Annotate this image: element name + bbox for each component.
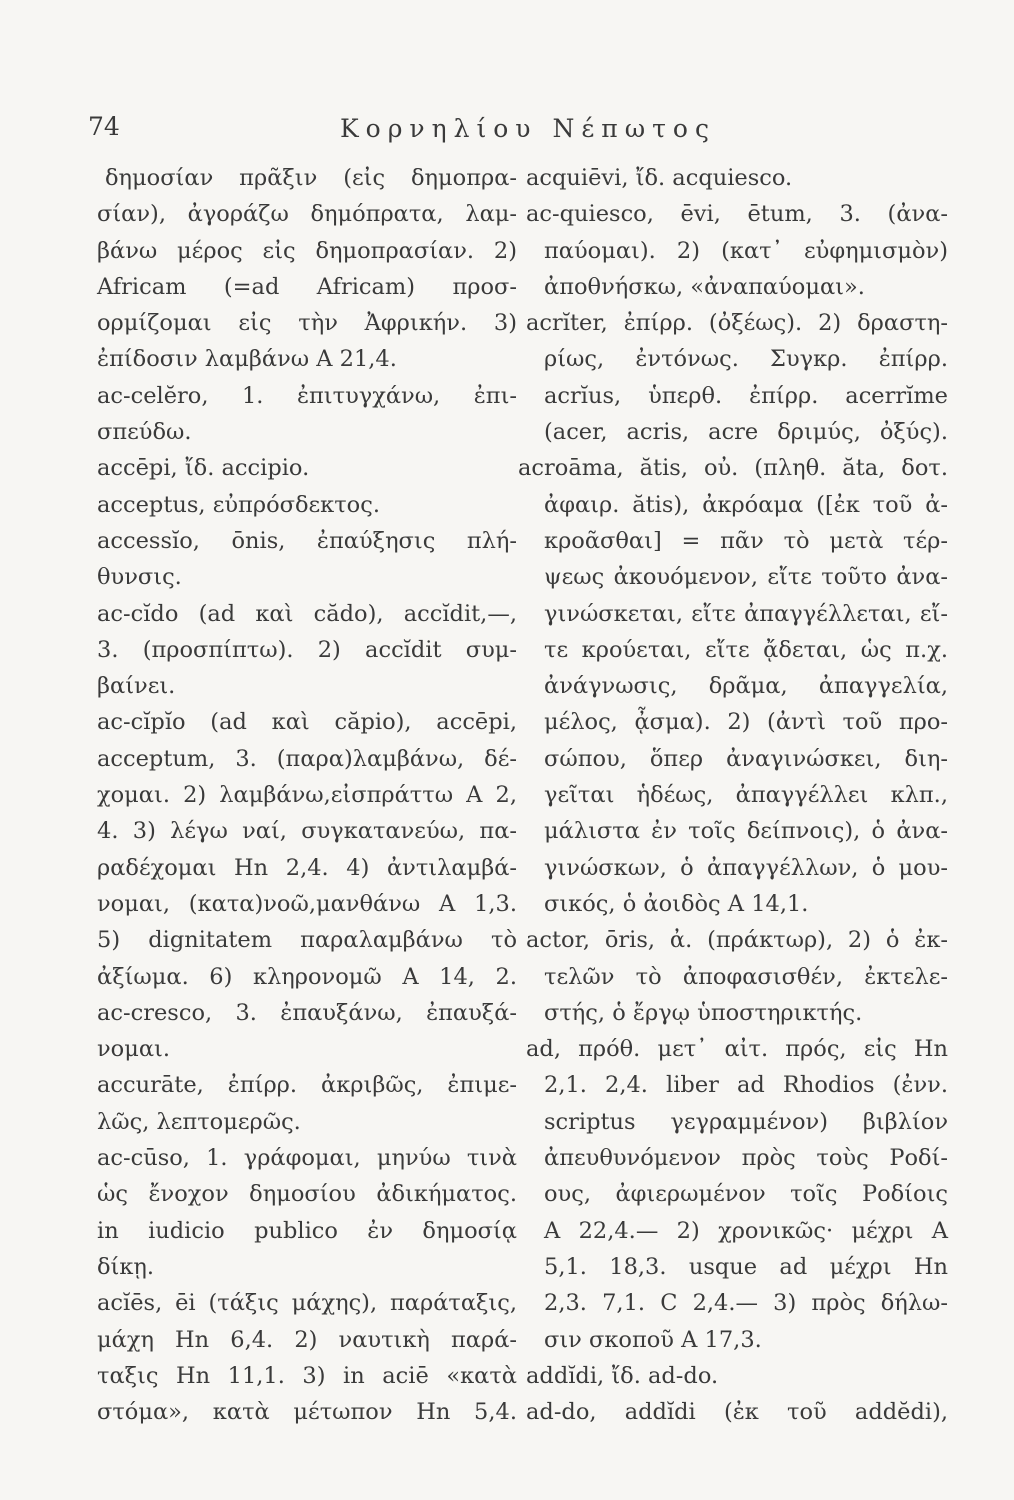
text-line: ac-cūso, 1. γράφομαι, μηνύω τινὰ [97,1145,517,1172]
text-line: acĭēs, ēi (τάξις μάχης), παράταξις, [97,1290,517,1317]
text-line: ἀφαιρ. ătis), ἀκρόαμα ([ἐκ τοῦ ἀ- [544,491,948,518]
text-line: ψεως ἀκουόμενον, εἴτε τοῦτο ἀνα- [544,564,948,591]
text-line: βάνω μέρος εἰς δημοπρασίαν. 2) [97,237,517,264]
text-line: acrĭter, ἐπίρρ. (ὀξέως). 2) δραστη- [526,310,948,337]
text-line: accessĭo, ōnis, ἐπαύξησις πλή- [97,527,517,554]
text-line: 2,1. 2,4. liber ad Rhodios (ἐνν. [544,1072,948,1099]
text-line: κροᾶσθαι] = πᾶν τὸ μετὰ τέρ- [544,527,948,554]
text-line: ρίως, ἐντόνως. Συγκρ. ἐπίρρ. [544,346,948,373]
text-line: σώπου, ὅπερ ἀναγινώσκει, διη- [544,745,948,772]
text-line: ταξις Hn 11,1. 3) in aciē «κατὰ [97,1362,517,1389]
text-line: τε κρούεται, εἴτε ᾄδεται, ὡς π.χ. [544,636,948,663]
text-line: βαίνει. [97,673,176,700]
text-line: σικός, ὁ ἀοιδὸς A 14,1. [544,890,809,917]
text-line: 3. (προσπίπτω). 2) accĭdit συμ- [97,636,517,663]
text-line: ἀξίωμα. 6) κληρονομῶ A 14, 2. [97,963,517,990]
text-line: 5) dignitatem παραλαμβάνω τὸ [97,927,517,954]
text-line: in iudicio publico ἐν δημοσίᾳ [97,1217,517,1244]
text-line: νομαι, (κατα)νοῶ,μανθάνω A 1,3. [97,890,517,917]
text-line: accēpi, ἴδ. accipio. [97,455,310,482]
text-line: ac-quiesco, ēvi, ētum, 3. (ἀνα- [526,201,948,228]
text-line: γεῖται ἡδέως, ἀπαγγέλλει κλπ., [544,782,948,809]
text-line: δίκῃ. [97,1253,155,1280]
text-line: σίαν), ἀγοράζω δημόπρατα, λαμ- [97,201,517,228]
text-line: παύομαι). 2) (κατ᾽ εὐφημισμὸν) [544,237,948,264]
text-line: μάλιστα ἐν τοῖς δείπνοις), ὁ ἀνα- [544,818,948,845]
text-line: 4. 3) λέγω ναί, συγκατανεύω, πα- [97,818,517,845]
text-line: ac-celĕro, 1. ἐπιτυγχάνω, ἐπι- [97,382,517,409]
text-line: acquiēvi, ἴδ. acquiesco. [526,165,793,191]
text-line: ad-do, addĭdi (ἐκ τοῦ addĕdi), [526,1399,948,1426]
running-title: Κορνηλίου Νέπωτος [340,114,716,143]
text-line: accurāte, ἐπίρρ. ἀκριβῶς, ἐπιμε- [97,1072,517,1099]
text-line: ac-cĭdo (ad καὶ cădo), accĭdit,—, [97,600,517,627]
text-line: ad, πρόθ. μετ᾽ αἰτ. πρός, εἰς Hn [526,1036,948,1063]
text-line: τελῶν τὸ ἀποφασισθέν, ἐκτελε- [544,963,948,990]
text-line: σιν σκοποῦ A 17,3. [544,1326,762,1353]
text-line: addĭdi, ἴδ. ad-do. [526,1362,719,1389]
text-line: θυνσις. [97,564,182,591]
text-line: acroāma, ătis, οὐ. (πληθ. ăta, δοτ. [518,455,948,482]
text-line: acceptus, εὐπρόσδεκτος. [97,491,380,518]
text-line: scriptus γεγραμμένον) βιβλίον [544,1108,948,1135]
text-line: μέλος, ᾆσμα). 2) (ἀντὶ τοῦ προ- [544,709,948,736]
page-number: 74 [88,112,120,141]
text-line: 2,3. 7,1. C 2,4.— 3) πρὸς δήλω- [544,1290,948,1317]
text-line: (acer, acris, acre δριμύς, ὀξύς). [544,419,948,446]
right-column [518,160,948,1430]
text-line: ορμίζομαι εἰς τὴν Ἀφρικήν. 3) [97,310,517,337]
text-line: στόμα», κατὰ μέτωπον Hn 5,4. [97,1399,517,1426]
text-line: acrĭus, ὑπερθ. ἐπίρρ. acerrĭme [544,382,948,409]
text-line: νομαι. [97,1036,171,1063]
text-line: ἐπίδοσιν λαμβάνω A 21,4. [97,346,397,373]
text-line: ac-cĭpĭo (ad καὶ căpio), accēpi, [97,709,517,736]
text-line: ἀποθνήσκω, «ἀναπαύομαι». [544,273,865,300]
text-line: ἀνάγνωσις, δρᾶμα, ἀπαγγελία, [544,673,948,700]
text-line: 5,1. 18,3. usque ad μέχρι Hn [544,1253,948,1280]
text-line: γινώσκεται, εἴτε ἀπαγγέλλεται, εἴ- [544,600,948,627]
text-line: actor, ōris, ἀ. (πράκτωρ), 2) ὁ ἐκ- [526,927,948,954]
text-line: A 22,4.— 2) χρονικῶς· μέχρι A [544,1217,948,1244]
text-line: ac-cresco, 3. ἐπαυξάνω, ἐπαυξά- [97,999,517,1026]
text-line: σπεύδω. [97,419,192,446]
text-line: δημοσίαν πρᾶξιν (εἰς δημοπρα- [105,165,517,191]
text-line: χομαι. 2) λαμβάνω,εἰσπράττω A 2, [97,782,517,809]
text-line: ους, ἀφιερωμένον τοῖς Ροδίοις [544,1181,948,1208]
text-line: Africam (=ad Africam) προσ- [97,273,517,300]
text-line: acceptum, 3. (παρα)λαμβάνω, δέ- [97,745,517,772]
text-line: ὡς ἔνοχον δημοσίου ἀδικήματος. [97,1181,517,1208]
text-line: μάχη Hn 6,4. 2) ναυτικὴ παρά- [97,1326,517,1353]
left-column [97,160,517,1430]
text-line: γινώσκων, ὁ ἀπαγγέλλων, ὁ μου- [544,854,948,881]
text-line: ἀπευθυνόμενον πρὸς τοὺς Ροδί- [544,1145,948,1172]
text-line: στής, ὁ ἔργῳ ὑποστηρικτής. [544,999,863,1026]
text-line: ραδέχομαι Hn 2,4. 4) ἀντιλαμβά- [97,854,517,881]
text-line: λῶς, λεπτομερῶς. [97,1108,301,1135]
